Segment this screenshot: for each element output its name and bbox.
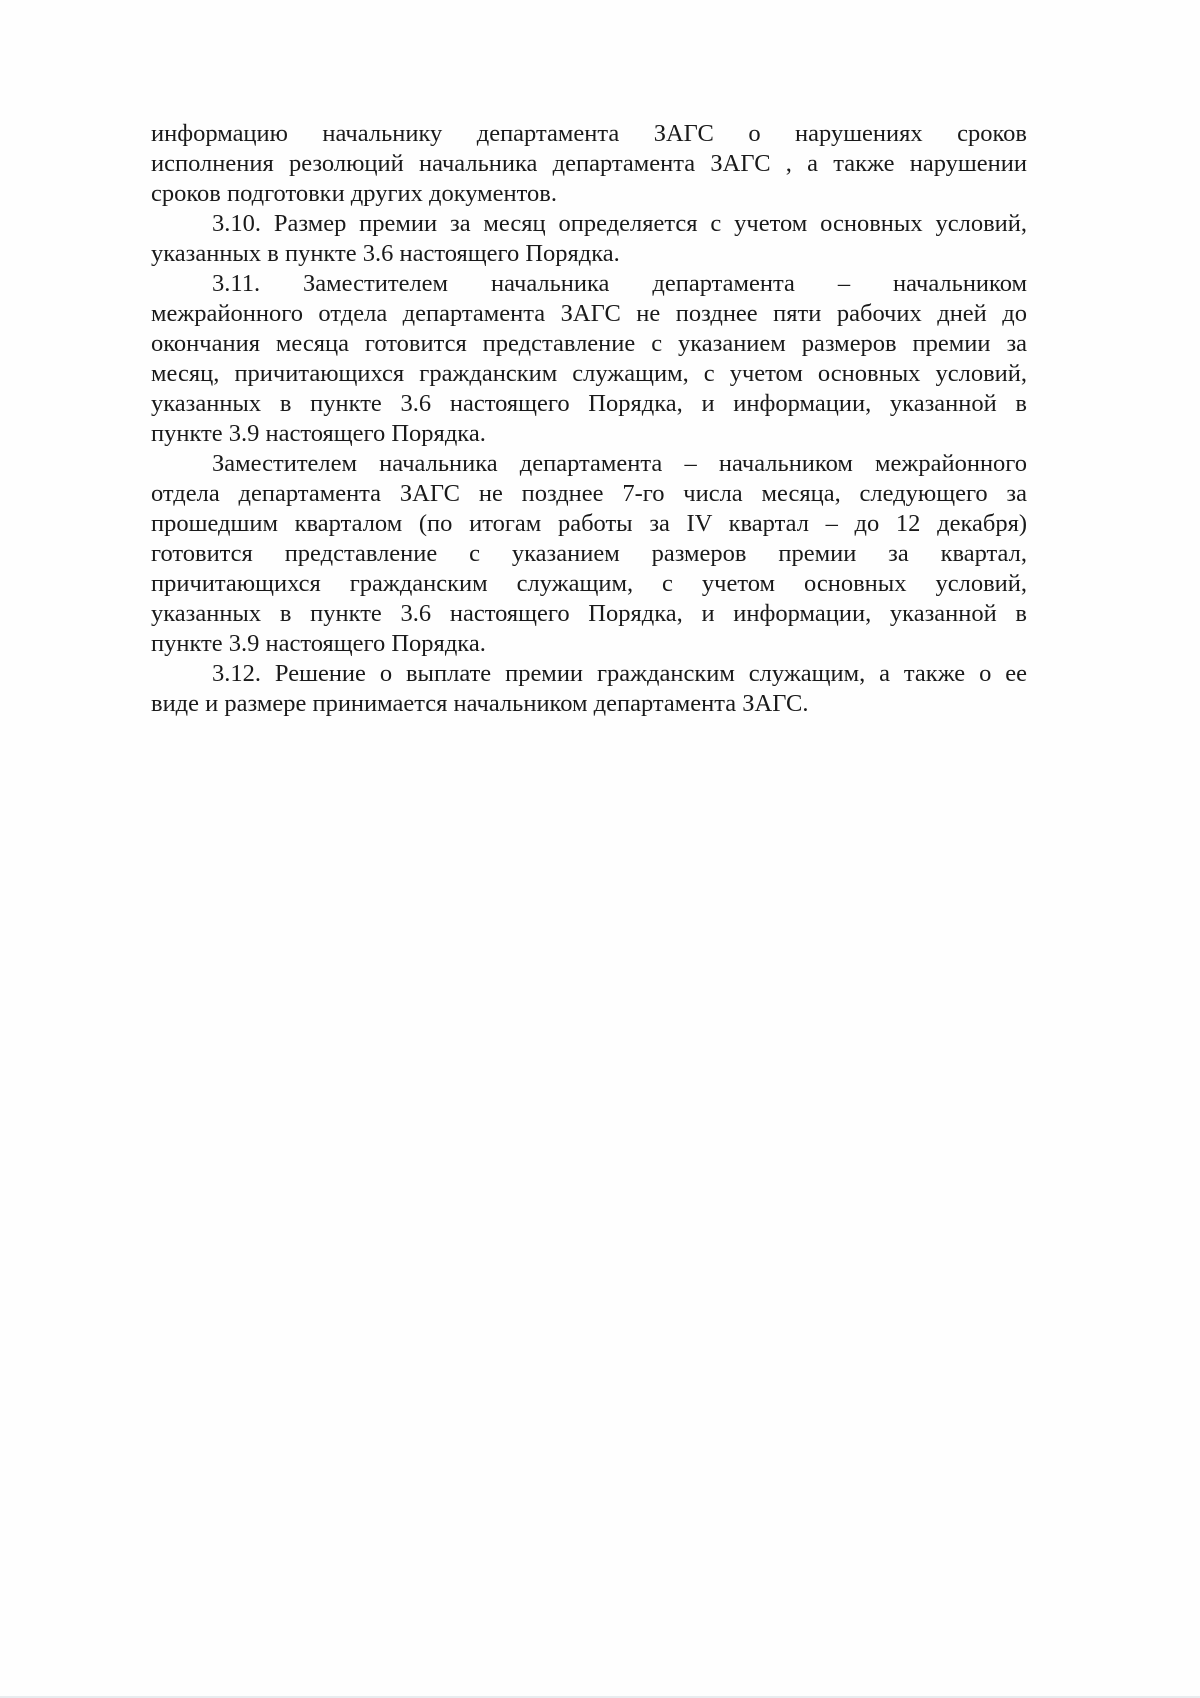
paragraph bbox=[151, 269, 1027, 449]
text-line: прошедшим кварталом (по итогам работы за IV квартал – до 12 декабря) bbox=[151, 510, 1027, 537]
document-body bbox=[151, 119, 1027, 719]
text-line: межрайонного отдела департамента ЗАГС не позднее пяти рабочих дней до bbox=[151, 300, 1027, 327]
paragraph bbox=[151, 659, 1027, 719]
paragraph bbox=[151, 119, 1027, 209]
text-line: 3.12. Решение о выплате премии гражданским служащим, а также о ее bbox=[212, 660, 1027, 687]
text-line: указанных в пункте 3.6 настоящего Порядка. bbox=[151, 240, 620, 267]
text-line: 3.11. Заместителем начальника департамента – начальником bbox=[212, 270, 1027, 297]
text-line: виде и размере принимается начальником департамента ЗАГС. bbox=[151, 690, 809, 717]
text-line: отдела департамента ЗАГС не позднее 7-го числа месяца, следующего за bbox=[151, 480, 1027, 507]
text-line: окончания месяца готовится представление с указанием размеров премии за bbox=[151, 330, 1027, 357]
text-line: готовится представление с указанием размеров премии за квартал, bbox=[151, 540, 1027, 567]
text-line: указанных в пункте 3.6 настоящего Порядка, и информации, указанной в bbox=[151, 390, 1027, 417]
text-line: месяц, причитающихся гражданским служащим, с учетом основных условий, bbox=[151, 360, 1027, 387]
text-line: пункте 3.9 настоящего Порядка. bbox=[151, 420, 486, 447]
paragraph bbox=[151, 209, 1027, 269]
text-line: 3.10. Размер премии за месяц определяется с учетом основных условий, bbox=[212, 210, 1027, 237]
text-line: информацию начальнику департамента ЗАГС о нарушениях сроков bbox=[151, 120, 1027, 147]
text-line: указанных в пункте 3.6 настоящего Порядка, и информации, указанной в bbox=[151, 600, 1027, 627]
text-line: исполнения резолюций начальника департамента ЗАГС , а также нарушении bbox=[151, 150, 1027, 177]
text-line: сроков подготовки других документов. bbox=[151, 180, 557, 207]
text-line: Заместителем начальника департамента – начальником межрайонного bbox=[212, 450, 1027, 477]
paragraph bbox=[151, 449, 1027, 659]
text-line: пункте 3.9 настоящего Порядка. bbox=[151, 630, 486, 657]
text-line: причитающихся гражданским служащим, с учетом основных условий, bbox=[151, 570, 1027, 597]
